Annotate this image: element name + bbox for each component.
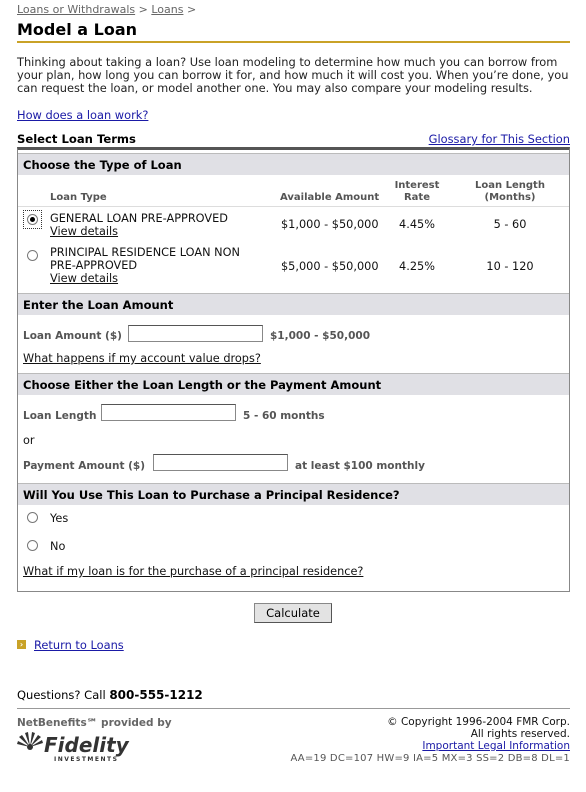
loan-amount-range: $1,000 - $50,000 [270,330,371,342]
loan-type-name: PRINCIPAL RESIDENCE LOAN NON [50,246,240,259]
interest-rate: 4.25% [399,260,435,273]
loan-amount-label: Loan Amount ($) [23,330,122,342]
payment-amount-input[interactable] [153,454,288,471]
breadcrumb [17,3,196,16]
payment-amount-label: Payment Amount ($) [23,460,146,472]
breadcrumb-loans-or-withdrawals[interactable]: Loans or Withdrawals [17,3,136,16]
calculate-button[interactable]: Calculate [254,603,332,623]
phone-number: 800-555-1212 [109,688,203,702]
residence-yes-label: Yes [50,512,69,525]
interest-rate: 4.45% [399,218,435,231]
or-text: or [23,434,35,447]
table-header-rule [18,206,569,207]
loan-type-section-heading: Choose the Type of Loan [18,153,569,175]
view-details-link-general[interactable]: View details [50,225,119,238]
fidelity-logo [17,731,142,763]
loan-length: 5 - 60 [493,218,527,231]
account-value-drops-link[interactable]: What happens if my account value drops? [23,352,261,365]
loan-type-radio-general[interactable] [27,214,38,225]
copyright-text: © Copyright 1996-2004 FMR Corp. [387,716,570,728]
questions-text: Questions? Call [17,688,106,702]
payment-amount-hint: at least $100 monthly [295,460,425,472]
available-amount: $1,000 - $50,000 [281,218,379,231]
view-details-link-principal-residence[interactable]: View details [50,272,119,285]
legal-information-link[interactable]: Important Legal Information [422,740,570,752]
arrow-right-icon: › [17,640,26,649]
loan-length-label: Loan Length [23,410,97,422]
loan-length: 10 - 120 [486,260,534,273]
col-loan-type: Loan Type [50,192,107,203]
available-amount: $5,000 - $50,000 [281,260,379,273]
fidelity-logo-icon [17,731,142,763]
loan-length-input[interactable] [101,404,236,421]
residence-no-radio[interactable] [27,540,38,551]
netbenefits-credit: NetBenefits℠ provided by [17,717,172,729]
glossary-link[interactable]: Glossary for This Section [428,132,570,146]
server-codes: AA=19 DC=107 HW=9 IA=5 MX=3 SS=2 DB=8 DL=1 [290,753,570,764]
principal-residence-help-link[interactable]: What if my loan is for the purchase of a principal residence? [23,565,364,578]
residence-yes-radio[interactable] [27,512,38,523]
principal-residence-section-heading: Will You Use This Loan to Purchase a Principal Residence? [18,483,569,505]
svg-text:Fidelity: Fidelity [44,733,129,757]
how-loan-works-link[interactable]: How does a loan work? [17,108,149,122]
col-loan-length: Loan Length (Months) [475,180,545,203]
loan-type-name-line2: PRE-APPROVED [50,259,138,272]
intro-text: Thinking about taking a loan? Use loan modeling to determine how much you can borrow from your plan, how long you can borrow it for, and how much it will cost you. When you’re done, you can request the loan, or model another one. You may also compare your modeling results. [17,55,569,95]
select-loan-terms-heading: Select Loan Terms [17,132,136,146]
title-divider [17,41,570,43]
copyright-block [387,716,570,740]
return-to-loans-link[interactable]: Return to Loans [34,638,124,652]
questions-contact [17,688,203,702]
svg-text:INVESTMENTS: INVESTMENTS [54,756,119,763]
col-interest-rate: Interest Rate [394,180,440,203]
loan-terms-panel [17,147,570,592]
col-available-amount: Available Amount [280,192,380,203]
loan-amount-section-heading: Enter the Loan Amount [18,293,569,315]
breadcrumb-separator: > [138,3,148,16]
footer-divider [17,708,570,709]
residence-no-label: No [50,540,66,553]
rights-text: All rights reserved. [470,728,570,740]
page-title: Model a Loan [17,20,138,39]
breadcrumb-loans[interactable]: Loans [151,3,184,16]
length-or-payment-section-heading: Choose Either the Loan Length or the Payment Amount [18,373,569,395]
breadcrumb-separator: > [186,3,197,16]
loan-type-radio-principal-residence[interactable] [27,250,38,261]
loan-length-hint: 5 - 60 months [243,410,325,422]
loan-type-name: GENERAL LOAN PRE-APPROVED [50,212,228,225]
loan-amount-input[interactable] [128,325,263,342]
